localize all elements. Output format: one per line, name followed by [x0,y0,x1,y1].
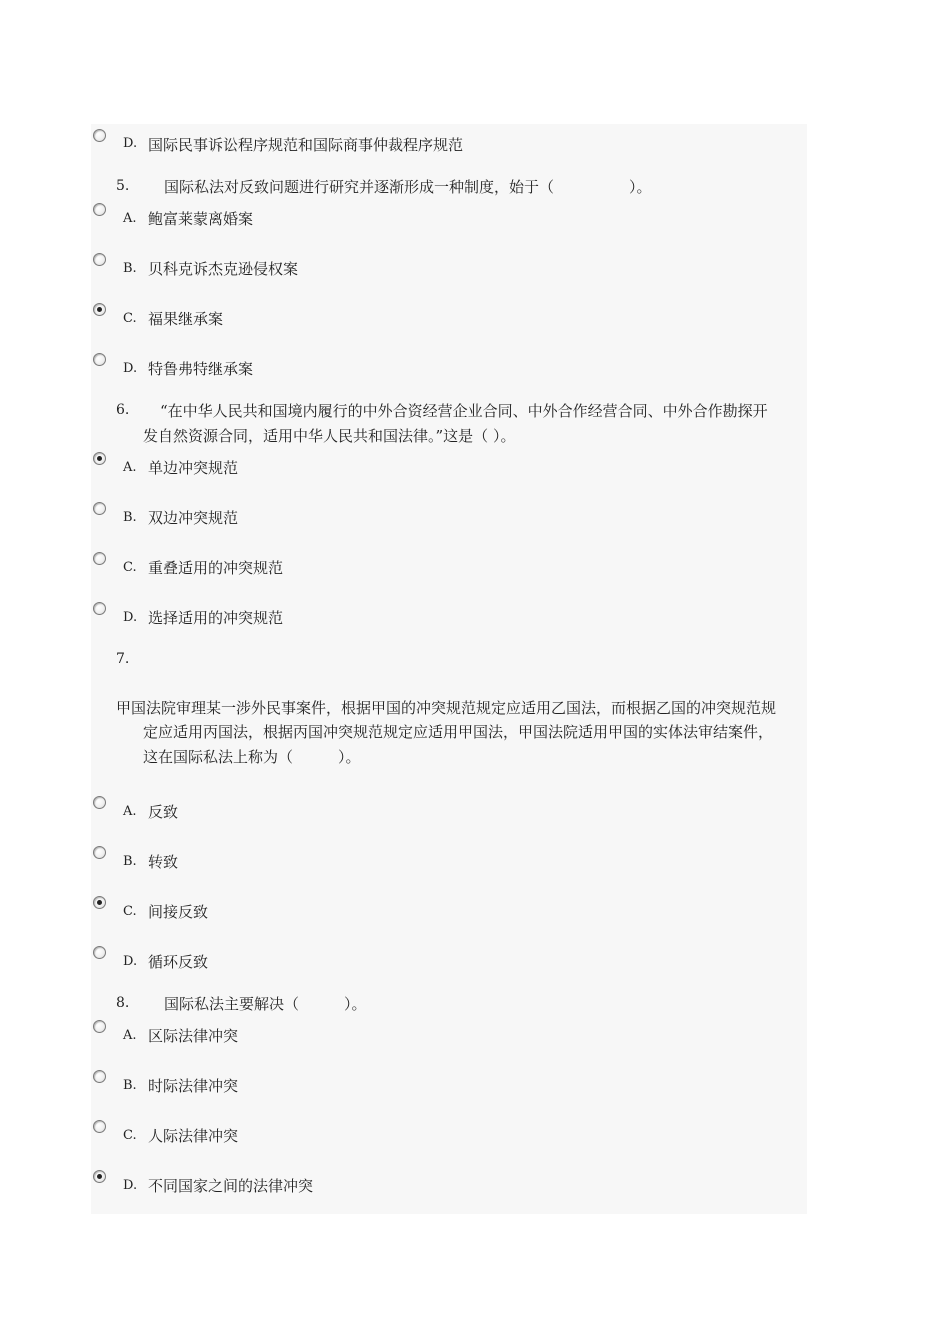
q7-option-b-letter: B. [123,854,137,869]
q6-stem-line1: “在中华人民共和国境内履行的中外合资经营企业合同、中外合作经营合同、中外合作勘探开 [160,402,768,420]
q6-option-a-letter: A. [123,460,137,475]
q8-option-b-letter: B. [123,1078,137,1093]
q5-option-b-radio[interactable] [93,253,106,266]
q8-option-c-letter: C. [123,1128,137,1143]
q7-stem-line1: 甲国法院审理某一涉外民事案件，根据甲国的冲突规范规定应适用乙国法，而根据乙国的冲突规范规 [116,699,777,717]
q6-option-d-letter: D. [123,610,138,625]
q5-option-d-text: 特鲁弗特继承案 [148,360,254,378]
q8-option-d-letter: D. [123,1178,138,1193]
q5-option-c-radio[interactable] [93,303,106,316]
q5-option-a-radio[interactable] [93,203,106,216]
q7-option-c-letter: C. [123,904,137,919]
q6-option-b-text: 双边冲突规范 [148,509,239,527]
q6-option-a-text: 单边冲突规范 [148,459,239,477]
q6-stem-line2: 发自然资源合同，适用中华人民共和国法律。”这是（ ）。 [143,427,516,445]
q8-option-c-text: 人际法律冲突 [148,1127,239,1145]
q5-option-a-text: 鲍富莱蒙离婚案 [148,210,254,228]
q7-stem-line3: 这在国际私法上称为（ ）。 [143,748,361,766]
q8-stem: 国际私法主要解决（ ）。 [164,995,367,1013]
q7-option-b-text: 转致 [148,853,179,871]
q8-option-c-radio[interactable] [93,1120,106,1133]
q5-option-c-text: 福果继承案 [148,310,224,328]
q7-option-d-radio[interactable] [93,946,106,959]
q5-option-c-letter: C. [123,311,137,326]
q6-option-c-radio[interactable] [93,552,106,565]
q5-option-b-letter: B. [123,261,137,276]
q7-option-b-radio[interactable] [93,846,106,859]
q6-option-b-radio[interactable] [93,502,106,515]
q8-option-b-text: 时际法律冲突 [148,1077,239,1095]
question-panel [91,124,807,1214]
q8-option-a-letter: A. [123,1028,137,1043]
q6-option-a-radio[interactable] [93,452,106,465]
q6-option-c-text: 重叠适用的冲突规范 [148,559,284,577]
q5-stem: 国际私法对反致问题进行研究并逐渐形成一种制度，始于（ ）。 [164,178,652,196]
q5-option-a-letter: A. [123,211,137,226]
q6-option-d-radio[interactable] [93,602,106,615]
q7-option-a-radio[interactable] [93,796,106,809]
q7-number: 7. [116,651,130,667]
q8-option-a-radio[interactable] [93,1020,106,1033]
q7-stem-line2: 定应适用丙国法，根据丙国冲突规范规定应适用甲国法，甲国法院适用甲国的实体法审结案件， [143,723,774,741]
q6-option-c-letter: C. [123,560,137,575]
q6-option-b-letter: B. [123,510,137,525]
q7-option-c-radio[interactable] [93,896,106,909]
q7-option-a-text: 反致 [148,803,179,821]
q5-number: 5. [116,178,130,194]
q5-option-d-radio[interactable] [93,353,106,366]
q4-option-d-radio[interactable] [93,129,106,142]
q4-option-d-letter: D. [123,136,138,151]
q8-option-d-text: 不同国家之间的法律冲突 [148,1177,314,1195]
q8-option-a-text: 区际法律冲突 [148,1027,239,1045]
q4-option-d-text: 国际民事诉讼程序规范和国际商事仲裁程序规范 [148,136,464,154]
q8-number: 8. [116,995,130,1011]
q7-option-d-letter: D. [123,954,138,969]
q6-option-d-text: 选择适用的冲突规范 [148,609,284,627]
q5-option-b-text: 贝科克诉杰克逊侵权案 [148,260,299,278]
q8-option-d-radio[interactable] [93,1170,106,1183]
q7-option-d-text: 循环反致 [148,953,209,971]
q7-option-c-text: 间接反致 [148,903,209,921]
q7-option-a-letter: A. [123,804,137,819]
q8-option-b-radio[interactable] [93,1070,106,1083]
q5-option-d-letter: D. [123,361,138,376]
q6-number: 6. [116,402,130,418]
